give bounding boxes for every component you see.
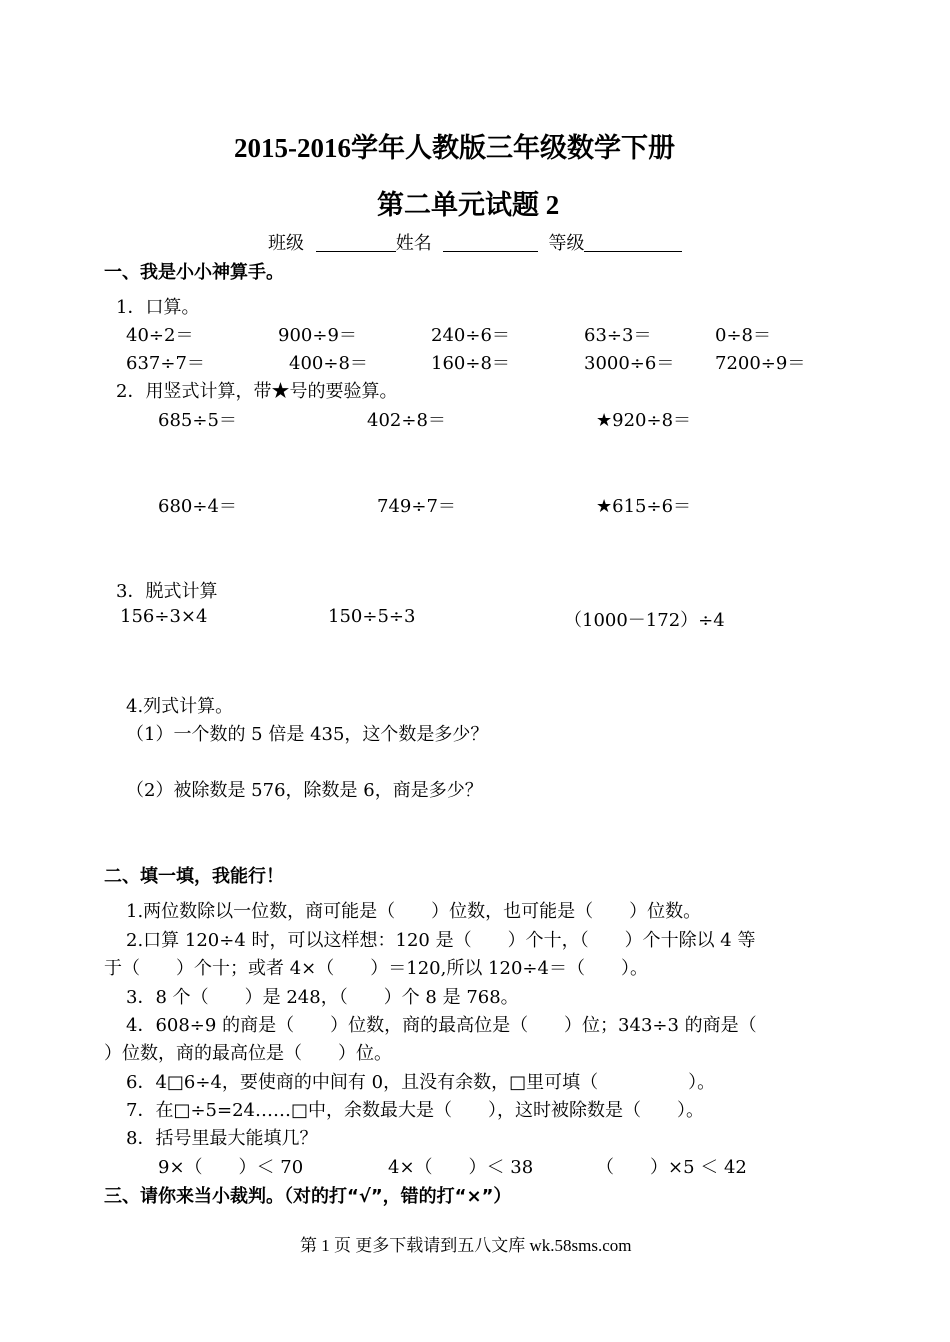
q1-r2-c1: 637÷7＝ (126, 353, 205, 374)
q1-r1-c2: 900÷9＝ (278, 325, 357, 346)
q1-label: 1．口算。 (116, 297, 200, 318)
q2-r2-c2: 749÷7＝ (377, 496, 456, 517)
q4-item-1: （1）一个数的 5 倍是 435，这个数是多少？ (126, 724, 489, 745)
page-footer: 第 1 页 更多下载请到五八文库 wk.58sms.com (300, 1236, 632, 1255)
q3-item-3: （1000－172）÷4 (564, 610, 725, 631)
section-3-header: 三、请你来当小裁判。（对的打“√”，错的打“×”） (104, 1186, 512, 1207)
s2-line-6: ）位数，商的最高位是（ ）位。 (104, 1043, 392, 1064)
q2-r1-c1: 685÷5＝ (158, 410, 237, 431)
q1-r1-c1: 40÷2＝ (126, 325, 194, 346)
s2-line-7: 6．4□6÷4，要使商的中间有 0，且没有余数，□里可填（ ）。 (126, 1072, 716, 1093)
q1-r1-c3: 240÷6＝ (431, 325, 510, 346)
class-blank[interactable] (316, 233, 396, 252)
s2-line-3: 于（ ）个十；或者 4×（ ）＝120,所以 120÷4＝（ ）。 (104, 958, 648, 979)
s2-line-9: 8．括号里最大能填几？ (126, 1128, 318, 1149)
q1-r2-c5: 7200÷9＝ (715, 353, 806, 374)
s2-line-8: 7．在□÷5=24……□中，余数最大是（ ），这时被除数是（ ）。 (126, 1100, 704, 1121)
q1-r1-c4: 63÷3＝ (584, 325, 652, 346)
s2-line-1: 1.两位数除以一位数，商可能是（ ）位数，也可能是（ ）位数。 (126, 901, 702, 922)
info-line (268, 229, 682, 255)
ineq-3: （ ）×5 ＜ 42 (596, 1157, 747, 1178)
s2-line-4: 3．8 个（ ）是 248，（ ）个 8 是 768。 (126, 987, 519, 1008)
q2-r1-c2: 402÷8＝ (367, 410, 446, 431)
section-2-header: 二、填一填，我能行！ (104, 866, 284, 887)
q2-label: 2．用竖式计算，带★号的要验算。 (116, 381, 398, 402)
section-1-header: 一、我是小小神算手。 (104, 262, 284, 283)
ineq-1: 9×（ ）＜ 70 (158, 1157, 304, 1178)
q1-r1-c5: 0÷8＝ (715, 325, 771, 346)
q1-r2-c2: 400÷8＝ (289, 353, 368, 374)
title-line-1: 2015-2016学年人教版三年级数学下册 (234, 133, 675, 163)
grade-label: 等级 (548, 233, 585, 254)
ineq-2: 4×（ ）＜ 38 (388, 1157, 534, 1178)
q2-r2-c3: ★615÷6＝ (596, 496, 692, 517)
grade-blank[interactable] (584, 233, 682, 252)
s2-line-2: 2.口算 120÷4 时，可以这样想：120 是（ ）个十，（ ）个十除以 4 等 (126, 930, 756, 951)
q2-r2-c1: 680÷4＝ (158, 496, 237, 517)
name-blank[interactable] (443, 233, 538, 252)
q2-r1-c3: ★920÷8＝ (596, 410, 692, 431)
q1-r2-c3: 160÷8＝ (431, 353, 510, 374)
q4-item-2: （2）被除数是 576，除数是 6，商是多少？ (126, 780, 483, 801)
q3-item-2: 150÷5÷3 (328, 606, 416, 627)
q4-label: 4.列式计算。 (126, 696, 234, 717)
class-label: 班级 (268, 233, 304, 254)
q3-label: 3．脱式计算 (116, 581, 218, 602)
s2-line-5: 4．608÷9 的商是（ ）位数，商的最高位是（ ）位；343÷3 的商是（ (126, 1015, 757, 1036)
q3-item-1: 156÷3×4 (120, 606, 208, 627)
q1-r2-c4: 3000÷6＝ (584, 353, 675, 374)
title-line-2: 第二单元试题 2 (377, 190, 560, 220)
name-label: 姓名 (395, 233, 432, 254)
